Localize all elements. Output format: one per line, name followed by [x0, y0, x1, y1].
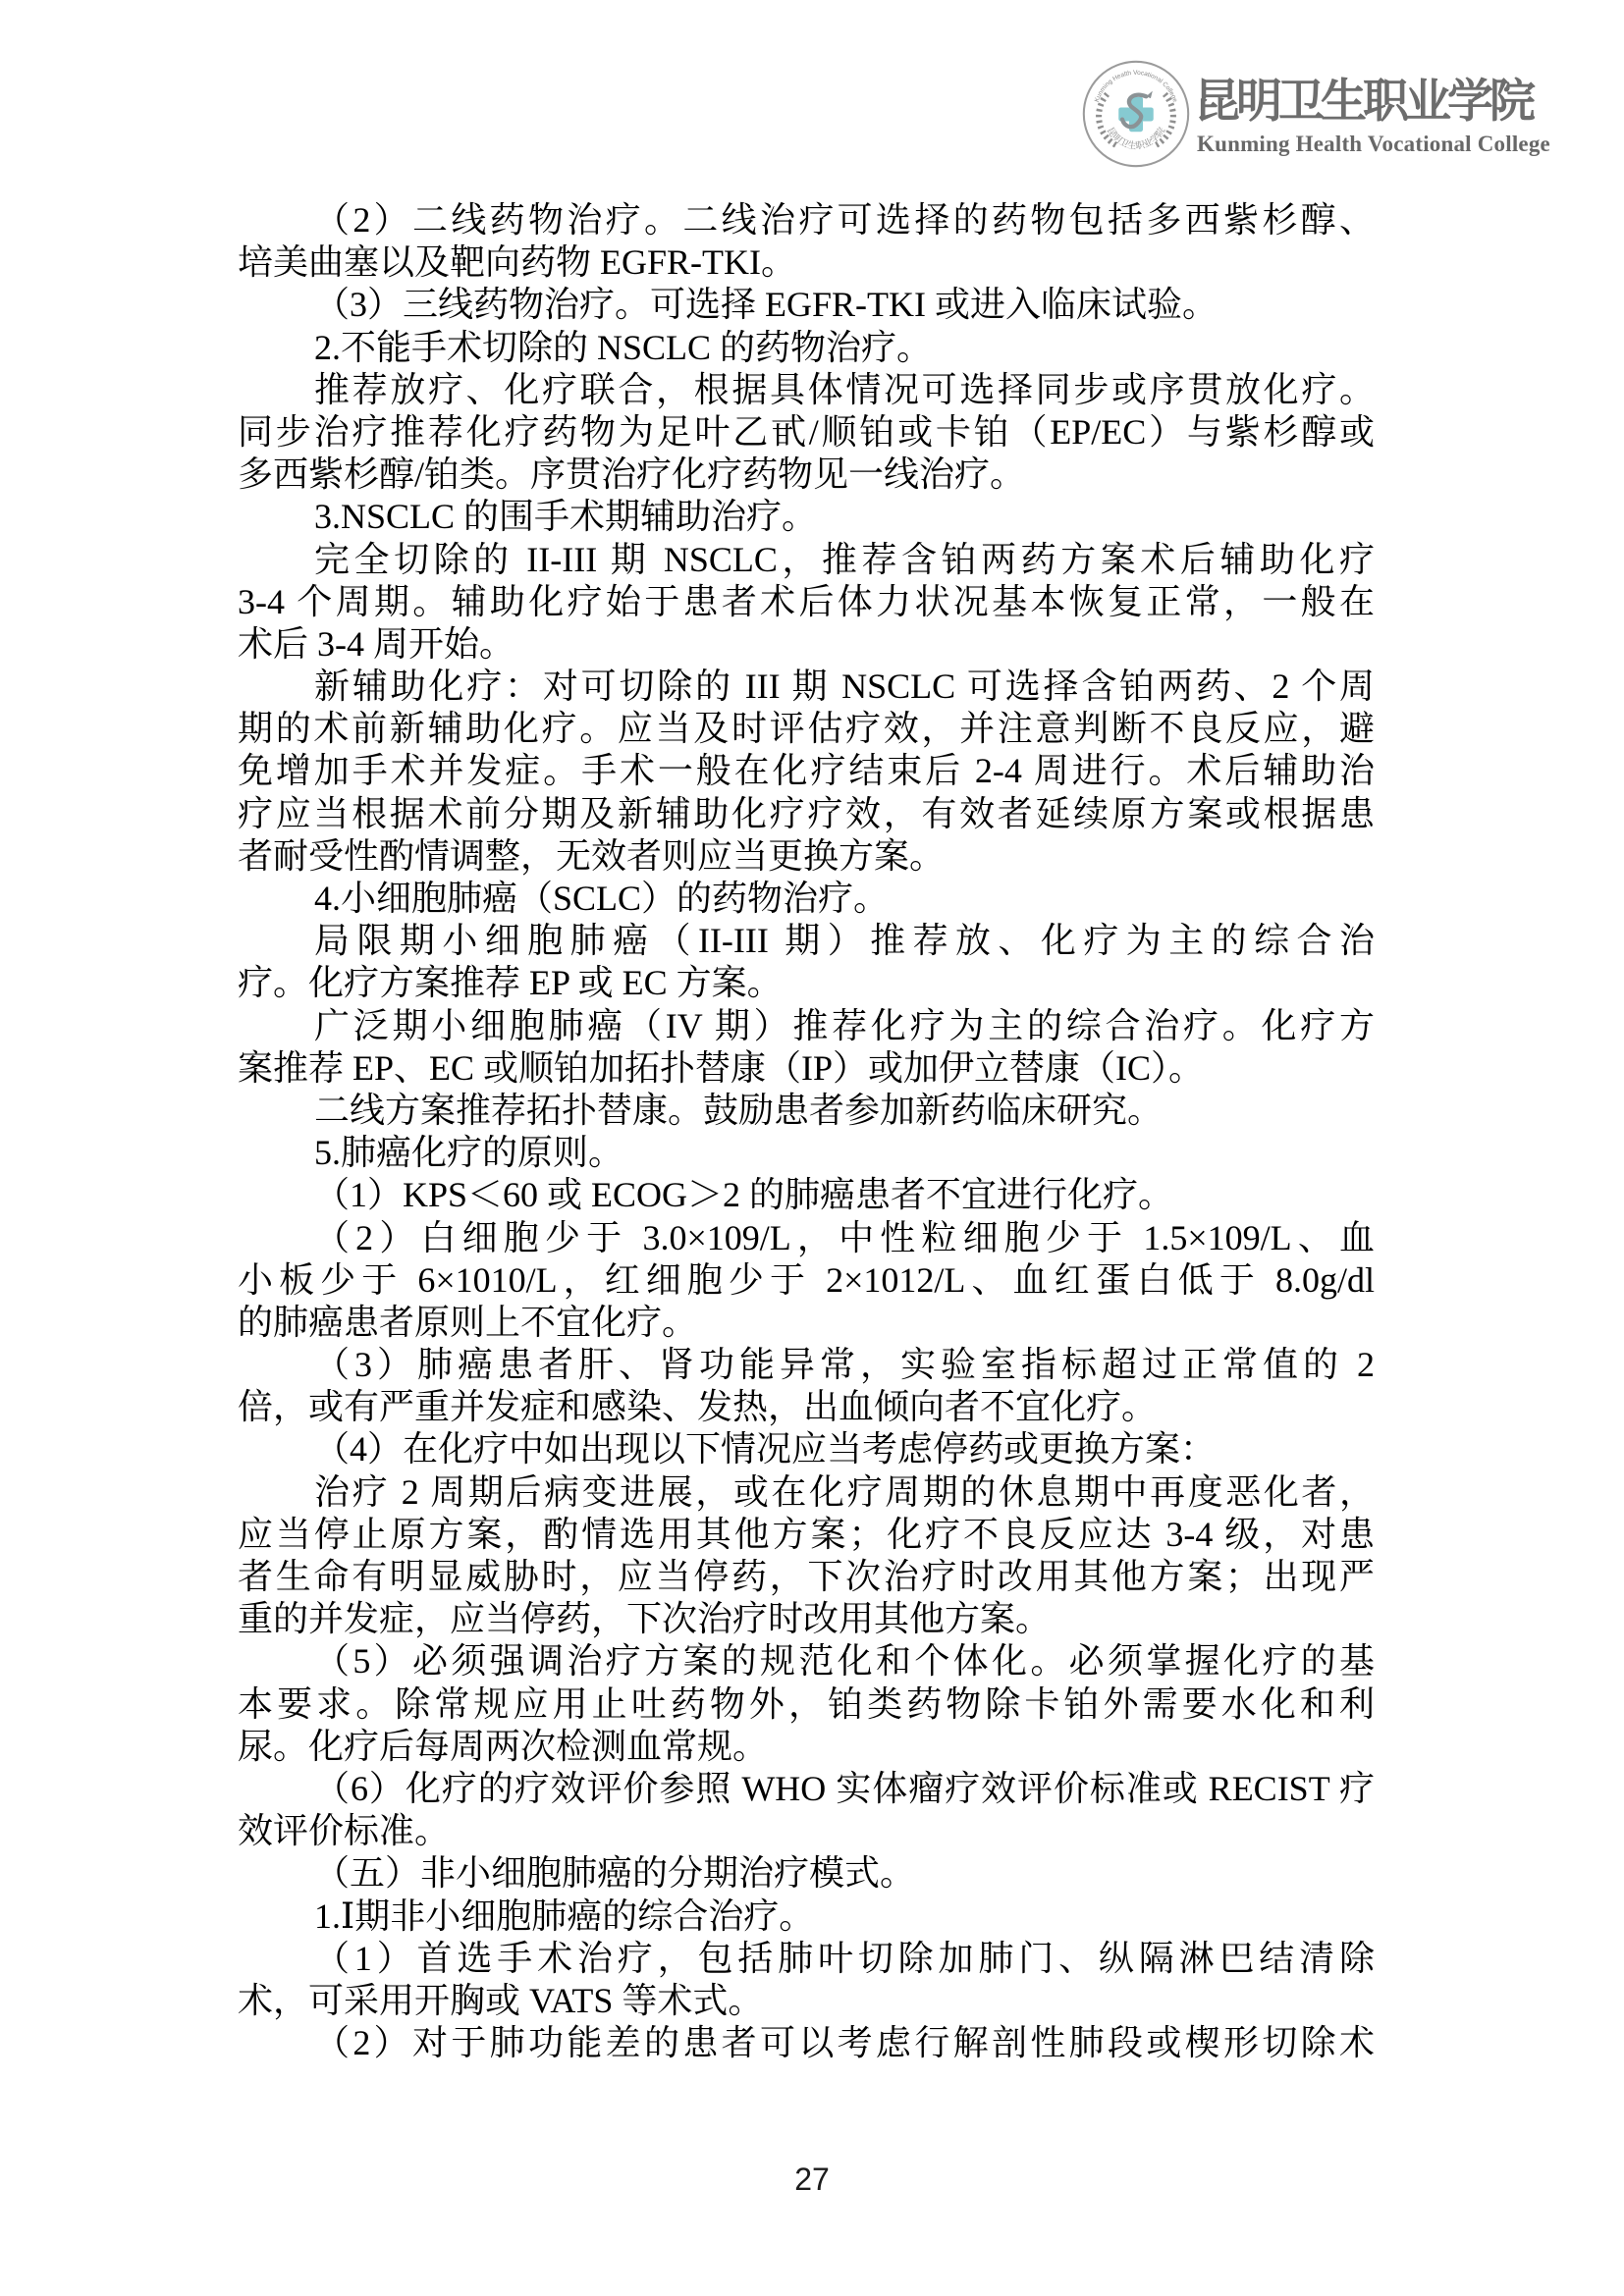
college-name-zh: 昆明卫生职业学院	[1194, 75, 1532, 129]
text-line: （6）化疗的疗效评价参照 WHO 实体瘤疗效评价标准或 RECIST 疗	[314, 1768, 1375, 1808]
text-line: 术后 3-4 周开始。	[238, 623, 514, 664]
text-line: 重的并发症，应当停药，下次治疗时改用其他方案。	[238, 1599, 1052, 1639]
text-line: 应当停止原方案，酌情选用其他方案；化疗不良反应达 3-4 级，对患	[238, 1514, 1375, 1554]
text-line: 二线方案推荐拓扑替康。鼓励患者参加新药临床研究。	[314, 1090, 1164, 1130]
emblem-arc-text-top: Kunming Health Vocational College	[1093, 69, 1179, 104]
text-line: 疗。化疗方案推荐 EP 或 EC 方案。	[238, 963, 783, 1003]
page-header	[0, 0, 1624, 187]
text-line: （4）在化疗中如出现以下情况应当考虑停药或更换方案：	[314, 1429, 1217, 1469]
text-line: （5）必须强调治疗方案的规范化和个体化。必须掌握化疗的基	[314, 1641, 1375, 1682]
college-name-en: Kunming Health Vocational College	[1197, 132, 1550, 156]
text-line: 3.NSCLC 的围手术期辅助治疗。	[314, 497, 818, 537]
text-line: 的肺癌患者原则上不宜化疗。	[238, 1302, 698, 1342]
text-line: 3-4 个周期。辅助化疗始于患者术后体力状况基本恢复正常，一般在	[238, 581, 1375, 621]
college-emblem-icon	[1081, 59, 1191, 169]
text-line: 推荐放疗、化疗联合，根据具体情况可选择同步或序贯放化疗。	[314, 369, 1375, 409]
text-line: 1.Ⅰ期非小细胞肺癌的综合治疗。	[314, 1896, 815, 1936]
text-line: 局限期小细胞肺癌（II-III 期）推荐放、化疗为主的综合治	[314, 921, 1375, 961]
text-line: 5.肺癌化疗的原则。	[314, 1133, 624, 1173]
text-line: 小板少于 6×1010/L，红细胞少于 2×1012/L、血红蛋白低于 8.0g/dl	[238, 1259, 1375, 1300]
text-line: 多西紫杉醇/铂类。序贯治疗化疗药物见一线治疗。	[238, 454, 1026, 495]
text-line: 同步治疗推荐化疗药物为足叶乙甙/顺铂或卡铂（EP/EC）与紫杉醇或	[238, 411, 1375, 452]
text-line: （1）首选手术治疗，包括肺叶切除加肺门、纵隔淋巴结清除	[314, 1938, 1375, 1978]
text-line: （五）非小细胞肺癌的分期治疗模式。	[314, 1853, 916, 1894]
text-line: 治疗 2 周期后病变进展，或在化疗周期的休息期中再度恶化者，	[314, 1471, 1375, 1512]
text-line: 期的术前新辅助化疗。应当及时评估疗效，并注意判断不良反应，避	[238, 709, 1375, 749]
text-line: 者生命有明显威胁时，应当停药，下次治疗时改用其他方案；出现严	[238, 1557, 1375, 1596]
text-line: 4.小细胞肺癌（SCLC）的药物治疗。	[314, 879, 890, 918]
text-line: （3）肺癌患者肝、肾功能异常，实验室指标超过正常值的 2	[314, 1345, 1375, 1385]
text-line: 完全切除的 II-III 期 NSCLC，推荐含铂两药方案术后辅助化疗	[314, 539, 1375, 579]
text-line: 广泛期小细胞肺癌（IV 期）推荐化疗为主的综合治疗。化疗方	[314, 1005, 1375, 1045]
text-line: 新辅助化疗：对可切除的 III 期 NSCLC 可选择含铂两药、2 个周	[314, 667, 1375, 707]
text-line: （1）KPS＜60 或 ECOG＞2 的肺癌患者不宜进行化疗。	[314, 1175, 1174, 1215]
text-line: 培美曲塞以及靶向药物 EGFR-TKI。	[238, 242, 796, 283]
text-line: 倍，或有严重并发症和感染、发热，出血倾向者不宜化疗。	[238, 1387, 1158, 1427]
text-line: 2.不能手术切除的 NSCLC 的药物治疗。	[314, 327, 933, 367]
emblem-arc-text-bottom: 昆明卫生职业学院	[1105, 125, 1167, 151]
text-line: 本要求。除常规应用止吐药物外，铂类药物除卡铂外需要水化和利	[238, 1683, 1375, 1724]
document-body	[238, 199, 1375, 2064]
text-line: 疗应当根据术前分期及新辅助化疗疗效，有效者延续原方案或根据患	[238, 793, 1375, 833]
page-number: 27	[794, 2162, 830, 2197]
text-line: （3）三线药物治疗。可选择 EGFR-TKI 或进入临床试验。	[314, 285, 1218, 325]
text-line: （2）对于肺功能差的患者可以考虑行解剖性肺段或楔形切除术	[314, 2023, 1375, 2063]
text-line: 免增加手术并发症。手术一般在化疗结束后 2-4 周进行。术后辅助治	[238, 751, 1375, 791]
text-line: 案推荐 EP、EC 或顺铂加拓扑替康（IP）或加伊立替康（IC）。	[238, 1047, 1205, 1088]
text-line: （2）白细胞少于 3.0×109/L，中性粒细胞少于 1.5×109/L、血	[314, 1217, 1375, 1257]
text-line: 者耐受性酌情调整，无效者则应当更换方案。	[238, 835, 946, 876]
text-line: 尿。化疗后每周两次检测血常规。	[238, 1726, 769, 1766]
text-line: （2）二线药物治疗。二线治疗可选择的药物包括多西紫杉醇、	[314, 200, 1375, 240]
text-line: 术，可采用开胸或 VATS 等术式。	[238, 1980, 764, 2020]
text-line: 效评价标准。	[238, 1811, 451, 1851]
